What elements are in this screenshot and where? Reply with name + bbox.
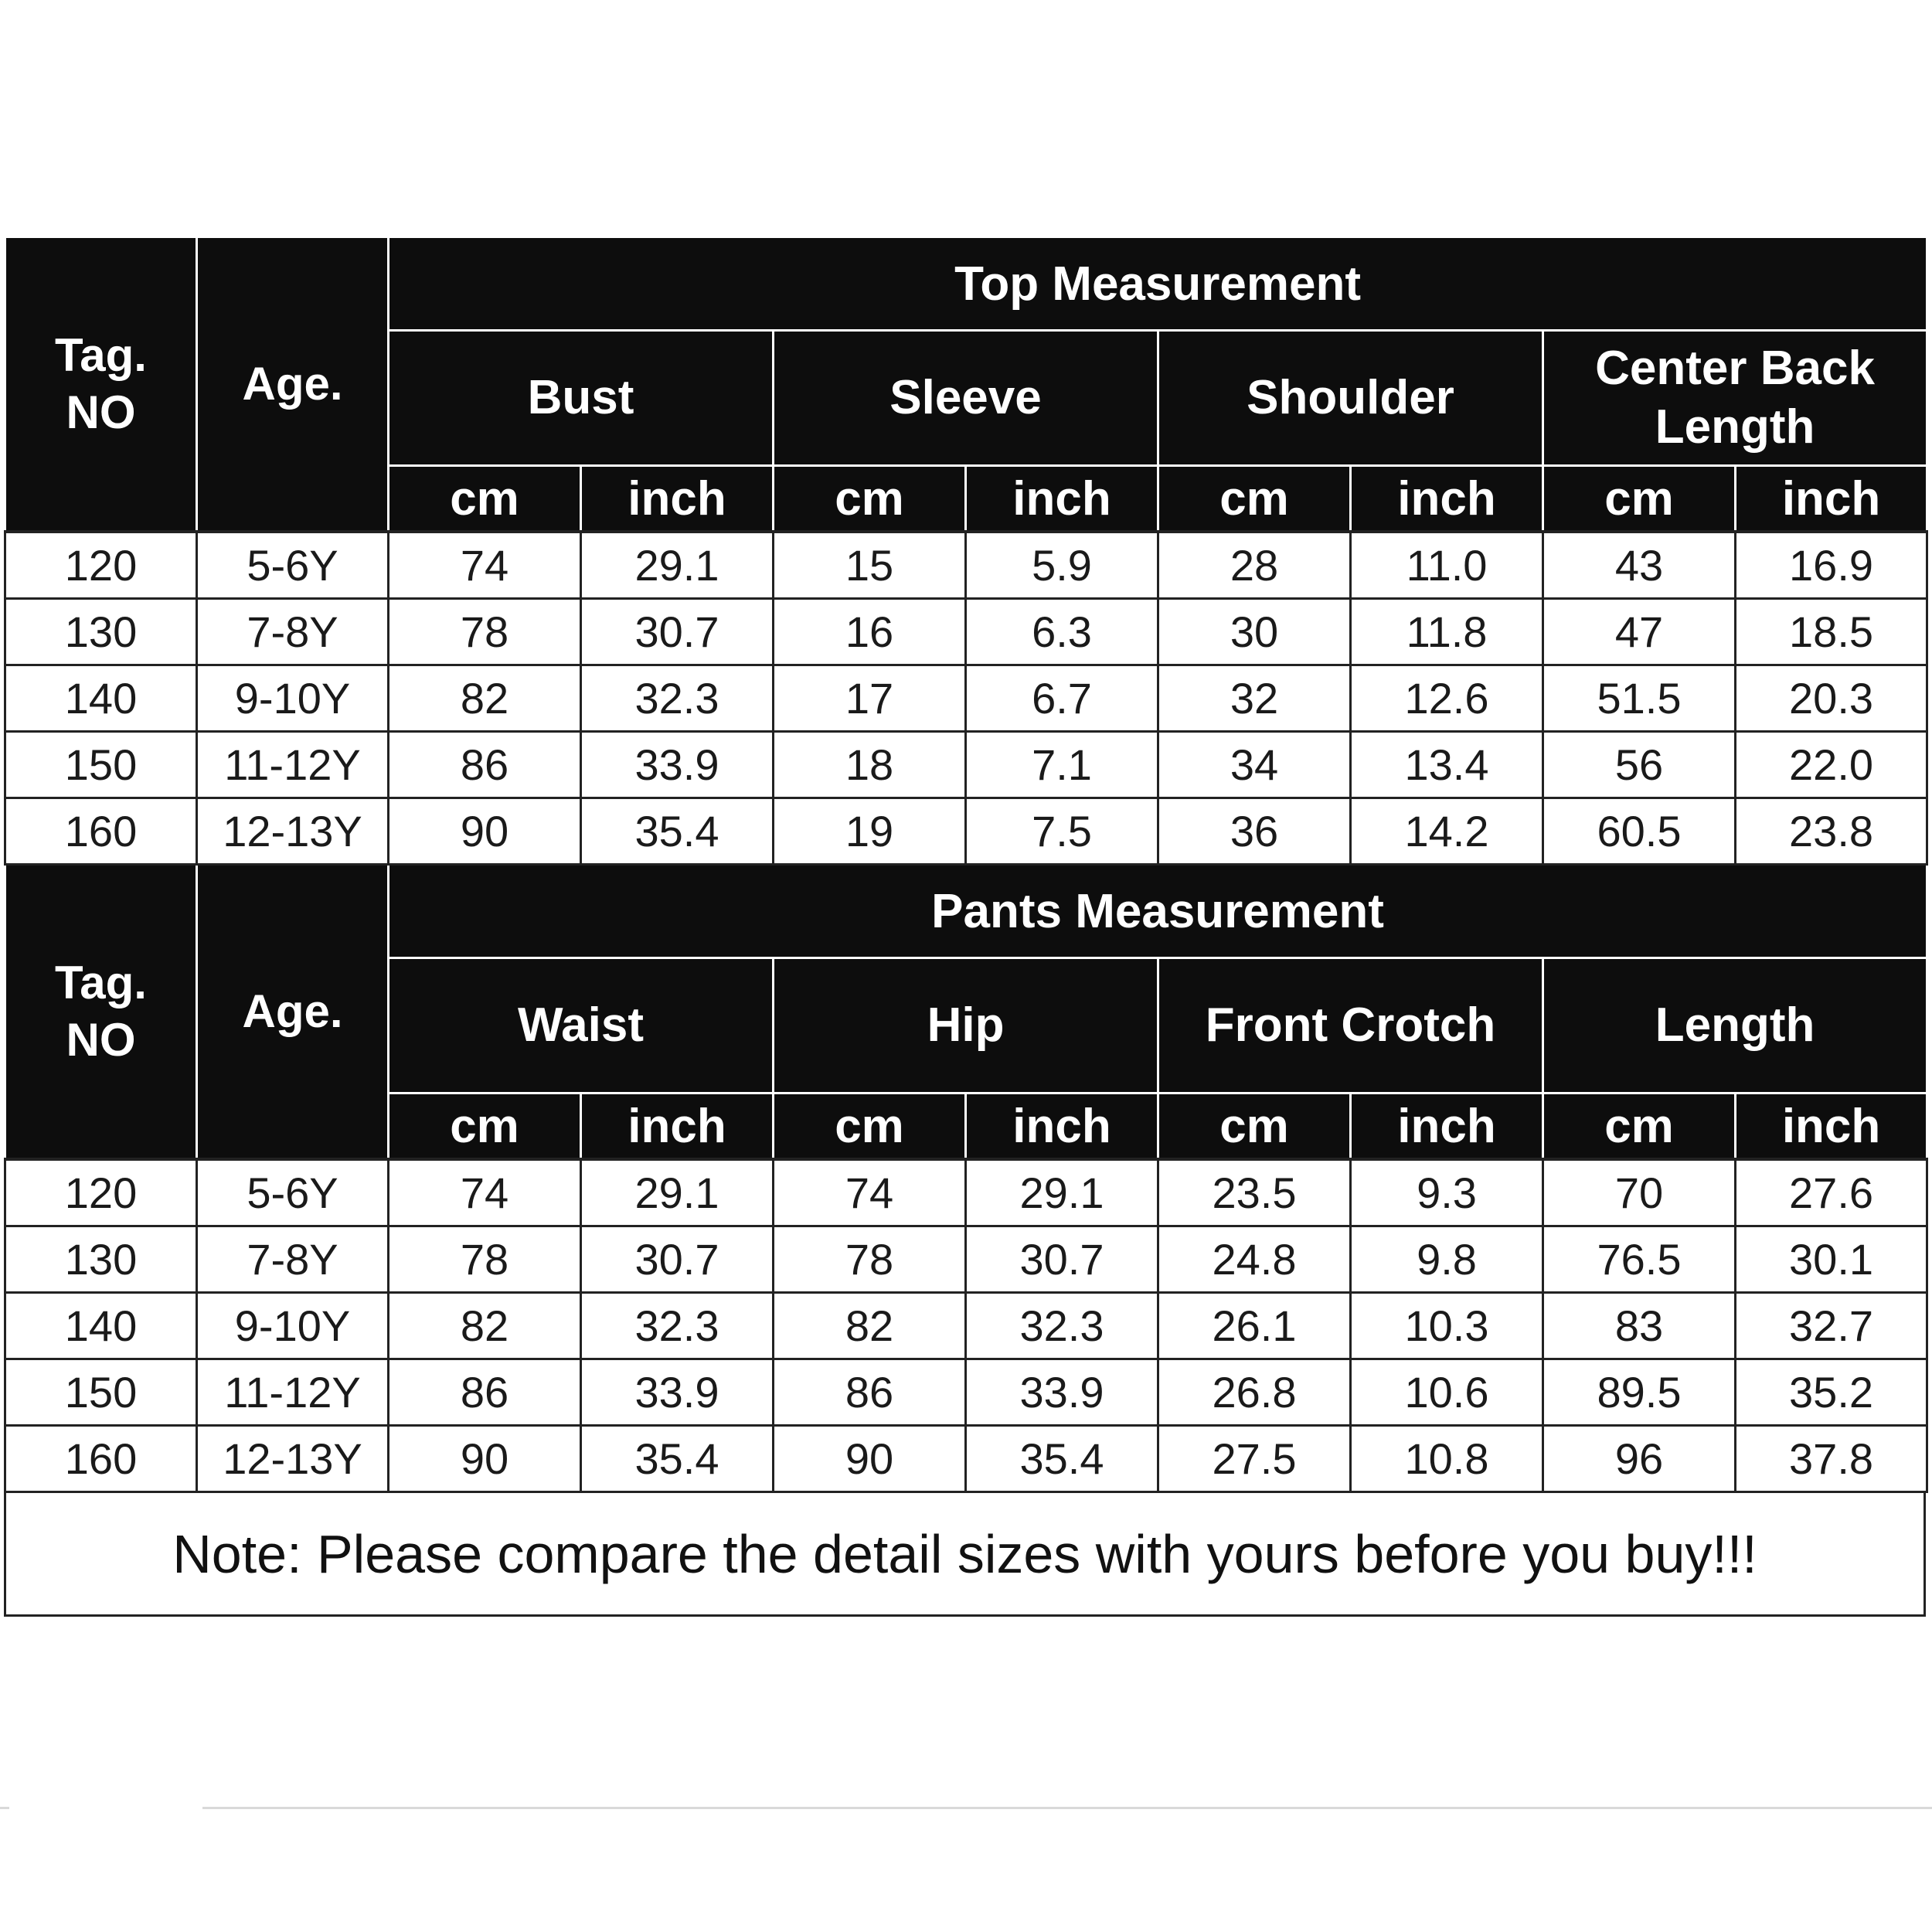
age-cell: 7-8Y [197,1226,389,1293]
value-cell: 90 [774,1426,966,1492]
value-cell: 32.7 [1736,1293,1927,1359]
value-cell: 18.5 [1736,599,1927,665]
age-header: Age. [197,237,389,532]
tag-cell: 150 [5,1359,197,1426]
unit-inch: inch [966,1094,1158,1160]
value-cell: 26.1 [1158,1293,1351,1359]
value-cell: 7.1 [966,732,1158,798]
value-cell: 18 [774,732,966,798]
value-cell: 32 [1158,665,1351,732]
pants-data-rows [5,1159,1927,1492]
value-cell: 82 [774,1293,966,1359]
value-cell: 12.6 [1351,665,1543,732]
value-cell: 60.5 [1543,798,1736,865]
age-cell: 12-13Y [197,798,389,865]
value-cell: 16 [774,599,966,665]
unit-cm: cm [1543,1094,1736,1160]
value-cell: 32.3 [581,1293,774,1359]
tag-cell: 150 [5,732,197,798]
value-cell: 78 [774,1226,966,1293]
value-cell: 27.6 [1736,1159,1927,1226]
tag-no-header [5,865,197,1160]
value-cell: 86 [389,1359,581,1426]
value-cell: 74 [389,1159,581,1226]
value-cell: 15 [774,532,966,599]
value-cell: 89.5 [1543,1359,1736,1426]
tag-no-header [5,237,197,532]
unit-cm: cm [1543,466,1736,532]
hip-header: Hip [774,958,1158,1094]
value-cell: 33.9 [581,732,774,798]
value-cell: 20.3 [1736,665,1927,732]
value-cell: 19 [774,798,966,865]
value-cell: 14.2 [1351,798,1543,865]
unit-inch: inch [1351,466,1543,532]
value-cell: 90 [389,798,581,865]
value-cell: 90 [389,1426,581,1492]
unit-cm: cm [1158,466,1351,532]
value-cell: 30.7 [581,599,774,665]
value-cell: 83 [1543,1293,1736,1359]
value-cell: 29.1 [581,532,774,599]
tag-cell: 160 [5,798,197,865]
value-cell: 7.5 [966,798,1158,865]
value-cell: 23.5 [1158,1159,1351,1226]
value-cell: 36 [1158,798,1351,865]
value-cell: 56 [1543,732,1736,798]
value-cell: 9.3 [1351,1159,1543,1226]
value-cell: 86 [774,1359,966,1426]
table-row [5,599,1927,665]
center-back-label: Center Back [1595,342,1875,395]
value-cell: 26.8 [1158,1359,1351,1426]
unit-inch: inch [581,1094,774,1160]
value-cell: 78 [389,599,581,665]
age-cell: 7-8Y [197,599,389,665]
value-cell: 76.5 [1543,1226,1736,1293]
tag-cell: 120 [5,1159,197,1226]
tag-cell: 160 [5,1426,197,1492]
value-cell: 23.8 [1736,798,1927,865]
value-cell: 30.7 [966,1226,1158,1293]
value-cell: 35.4 [581,798,774,865]
value-cell: 74 [389,532,581,599]
value-cell: 6.3 [966,599,1158,665]
size-chart [4,236,1926,1617]
unit-cm: cm [389,466,581,532]
tag-cell: 120 [5,532,197,599]
top-measurement-title: Top Measurement [389,237,1927,331]
table-row [5,665,1927,732]
tag-cell: 140 [5,665,197,732]
value-cell: 11.0 [1351,532,1543,599]
table-row [5,1426,1927,1492]
front-crotch-header: Front Crotch [1158,958,1543,1094]
value-cell: 11.8 [1351,599,1543,665]
age-cell: 5-6Y [197,1159,389,1226]
length-header: Length [1543,958,1927,1094]
value-cell: 82 [389,1293,581,1359]
unit-cm: cm [774,1094,966,1160]
table-row [5,1293,1927,1359]
unit-inch: inch [1736,1094,1927,1160]
value-cell: 28 [1158,532,1351,599]
pants-measurement-title: Pants Measurement [389,865,1927,958]
value-cell: 33.9 [581,1359,774,1426]
tag-cell: 130 [5,599,197,665]
value-cell: 32.3 [966,1293,1158,1359]
value-cell: 82 [389,665,581,732]
value-cell: 29.1 [966,1159,1158,1226]
value-cell: 6.7 [966,665,1158,732]
value-cell: 35.4 [966,1426,1158,1492]
value-cell: 5.9 [966,532,1158,599]
unit-inch: inch [1351,1094,1543,1160]
value-cell: 30 [1158,599,1351,665]
unit-cm: cm [389,1094,581,1160]
value-cell: 35.4 [581,1426,774,1492]
value-cell: 51.5 [1543,665,1736,732]
value-cell: 10.8 [1351,1426,1543,1492]
value-cell: 10.3 [1351,1293,1543,1359]
note-text: Note: Please compare the detail sizes with yours before you buy!!! [4,1493,1926,1617]
value-cell: 70 [1543,1159,1736,1226]
value-cell: 86 [389,732,581,798]
footer-divider [0,1807,9,1809]
table-row [5,532,1927,599]
unit-inch: inch [581,466,774,532]
value-cell: 43 [1543,532,1736,599]
value-cell: 47 [1543,599,1736,665]
no-label: NO [66,386,136,438]
value-cell: 27.5 [1158,1426,1351,1492]
value-cell: 35.2 [1736,1359,1927,1426]
value-cell: 24.8 [1158,1226,1351,1293]
value-cell: 33.9 [966,1359,1158,1426]
value-cell: 96 [1543,1426,1736,1492]
center-back-length-header [1543,331,1927,466]
age-cell: 9-10Y [197,1293,389,1359]
value-cell: 16.9 [1736,532,1927,599]
table-row [5,1226,1927,1293]
top-data-rows [5,532,1927,865]
value-cell: 78 [389,1226,581,1293]
age-cell: 11-12Y [197,732,389,798]
value-cell: 74 [774,1159,966,1226]
table-row [5,732,1927,798]
unit-inch: inch [966,466,1158,532]
table-row [5,1159,1927,1226]
value-cell: 22.0 [1736,732,1927,798]
waist-header: Waist [389,958,774,1094]
value-cell: 17 [774,665,966,732]
value-cell: 9.8 [1351,1226,1543,1293]
unit-inch: inch [1736,466,1927,532]
value-cell: 29.1 [581,1159,774,1226]
tag-label: Tag. [55,957,147,1009]
size-table [4,236,1928,1493]
table-row [5,1359,1927,1426]
value-cell: 34 [1158,732,1351,798]
age-cell: 11-12Y [197,1359,389,1426]
value-cell: 32.3 [581,665,774,732]
tag-cell: 140 [5,1293,197,1359]
sleeve-header: Sleeve [774,331,1158,466]
bust-header: Bust [389,331,774,466]
length-label: Length [1655,400,1815,454]
value-cell: 10.6 [1351,1359,1543,1426]
unit-cm: cm [1158,1094,1351,1160]
value-cell: 30.1 [1736,1226,1927,1293]
no-label: NO [66,1014,136,1066]
footer-divider [202,1807,1932,1809]
age-cell: 12-13Y [197,1426,389,1492]
value-cell: 13.4 [1351,732,1543,798]
tag-label: Tag. [55,329,147,381]
value-cell: 37.8 [1736,1426,1927,1492]
value-cell: 30.7 [581,1226,774,1293]
age-cell: 9-10Y [197,665,389,732]
tag-cell: 130 [5,1226,197,1293]
age-cell: 5-6Y [197,532,389,599]
table-row [5,798,1927,865]
unit-cm: cm [774,466,966,532]
age-header: Age. [197,865,389,1160]
shoulder-header: Shoulder [1158,331,1543,466]
